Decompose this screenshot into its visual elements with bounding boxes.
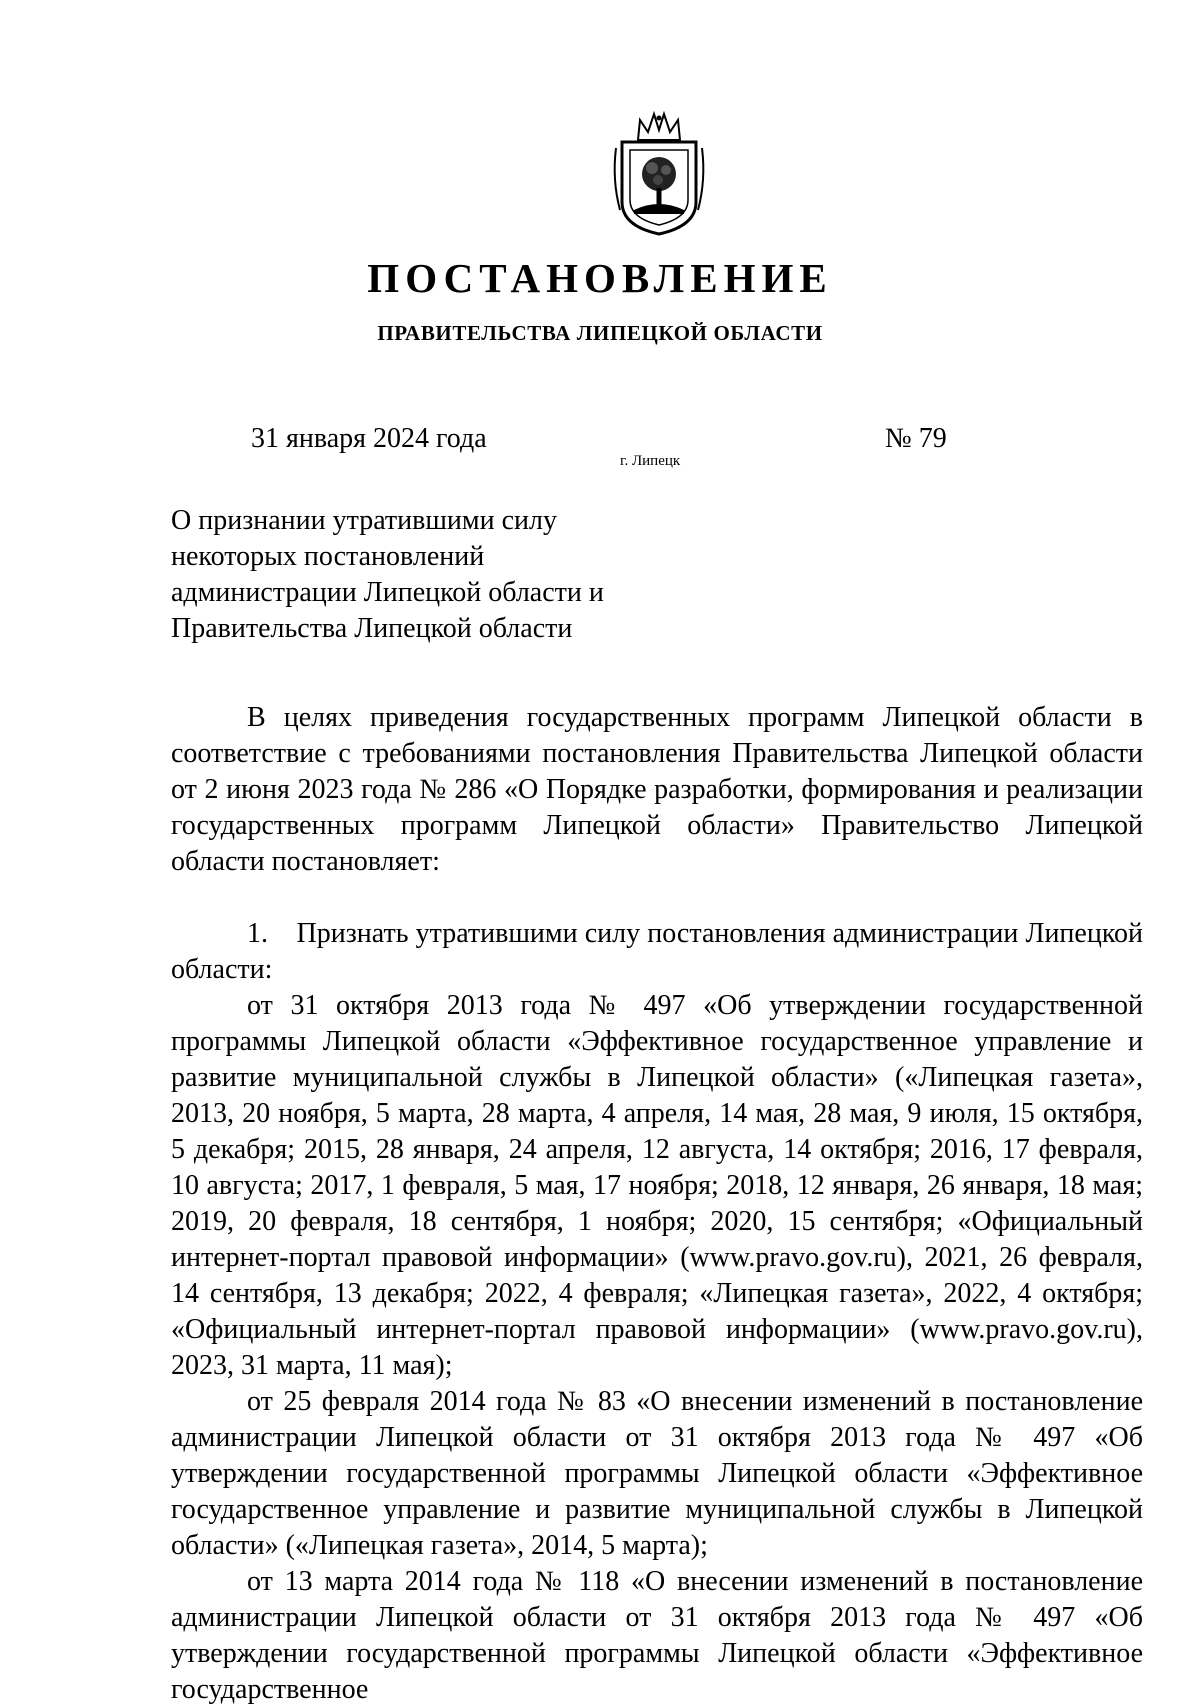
point-1-heading: 1. Признать утратившими силу постановления администрации Липецкой области: (171, 918, 1143, 985)
issuing-authority: ПРАВИТЕЛЬСТВА ЛИПЕЦКОЙ ОБЛАСТИ (377, 321, 823, 345)
subject-line: Правительства Липецкой области (171, 613, 573, 644)
list-item: от 25 февраля 2014 года № 83 «О внесении изменений в постановление администрации Липецкой области от 31 октября 2013 года № 497 «Об утверждении государственной программы Липецкой области «Эффективное государственное управление и развитие муниципальной службы в Липецкой области» («Липецкая газета», 2014, 5 марта); (171, 1386, 1143, 1561)
paragraph-spacer (171, 880, 1143, 916)
document-subject (171, 503, 691, 647)
list-item: от 31 октября 2013 года № 497 «Об утверждении государственной программы Липецкой области «Эффективное государственное управление и развитие муниципальной службы в Липецкой области» («Липецкая газета», 2013, 20 ноября, 5 марта, 28 марта, 4 апреля, 14 мая, 28 мая, 9 июля, 15 октября, 5 декабря; 2015, 28 января, 24 апреля, 12 августа, 14 октября; 2016, 17 февраля, 10 августа; 2017, 1 февраля, 5 мая, 17 ноября; 2018, 12 января, 26 января, 18 мая; 2019, 20 февраля, 18 сентября, 1 ноября; 2020, 15 сентября; «Официальный интернет-портал правовой информации» (www.pravo.gov.ru), 2021, 26 февраля, 14 сентября, 13 декабря; 2022, 4 февраля; «Липецкая газета», 2022, 4 октября; «Официальный интернет-портал правовой информации» (www.pravo.gov.ru), 2023, 31 марта, 11 мая); (171, 990, 1143, 1381)
document-date: 31 января 2024 года (251, 423, 487, 454)
subject-line: некоторых постановлений (171, 541, 485, 572)
list-item: от 13 марта 2014 года № 118 «О внесении изменений в постановление администрации Липецкой области от 31 октября 2013 года № 497 «Об утверждении государственной программы Липецкой области «Эффективное государственное (171, 1566, 1143, 1705)
intro-paragraph: В целях приведения государственных программ Липецкой области в соответствие с требованиями постановления Правительства Липецкой области от 2 июня 2023 года № 286 «О Порядке разработки, формирования и реализации государственных программ Липецкой области» Правительство Липецкой области постановляет: (171, 702, 1143, 877)
document-city: г. Липецк (620, 453, 681, 469)
document-number: № 79 (885, 423, 947, 454)
document-title: ПОСТАНОВЛЕНИЕ (367, 255, 833, 301)
document-body (171, 700, 1143, 1708)
subject-line: администрации Липецкой области и (171, 577, 604, 608)
coat-of-arms-icon (610, 110, 708, 238)
subject-line: О признании утратившими силу (171, 505, 557, 536)
